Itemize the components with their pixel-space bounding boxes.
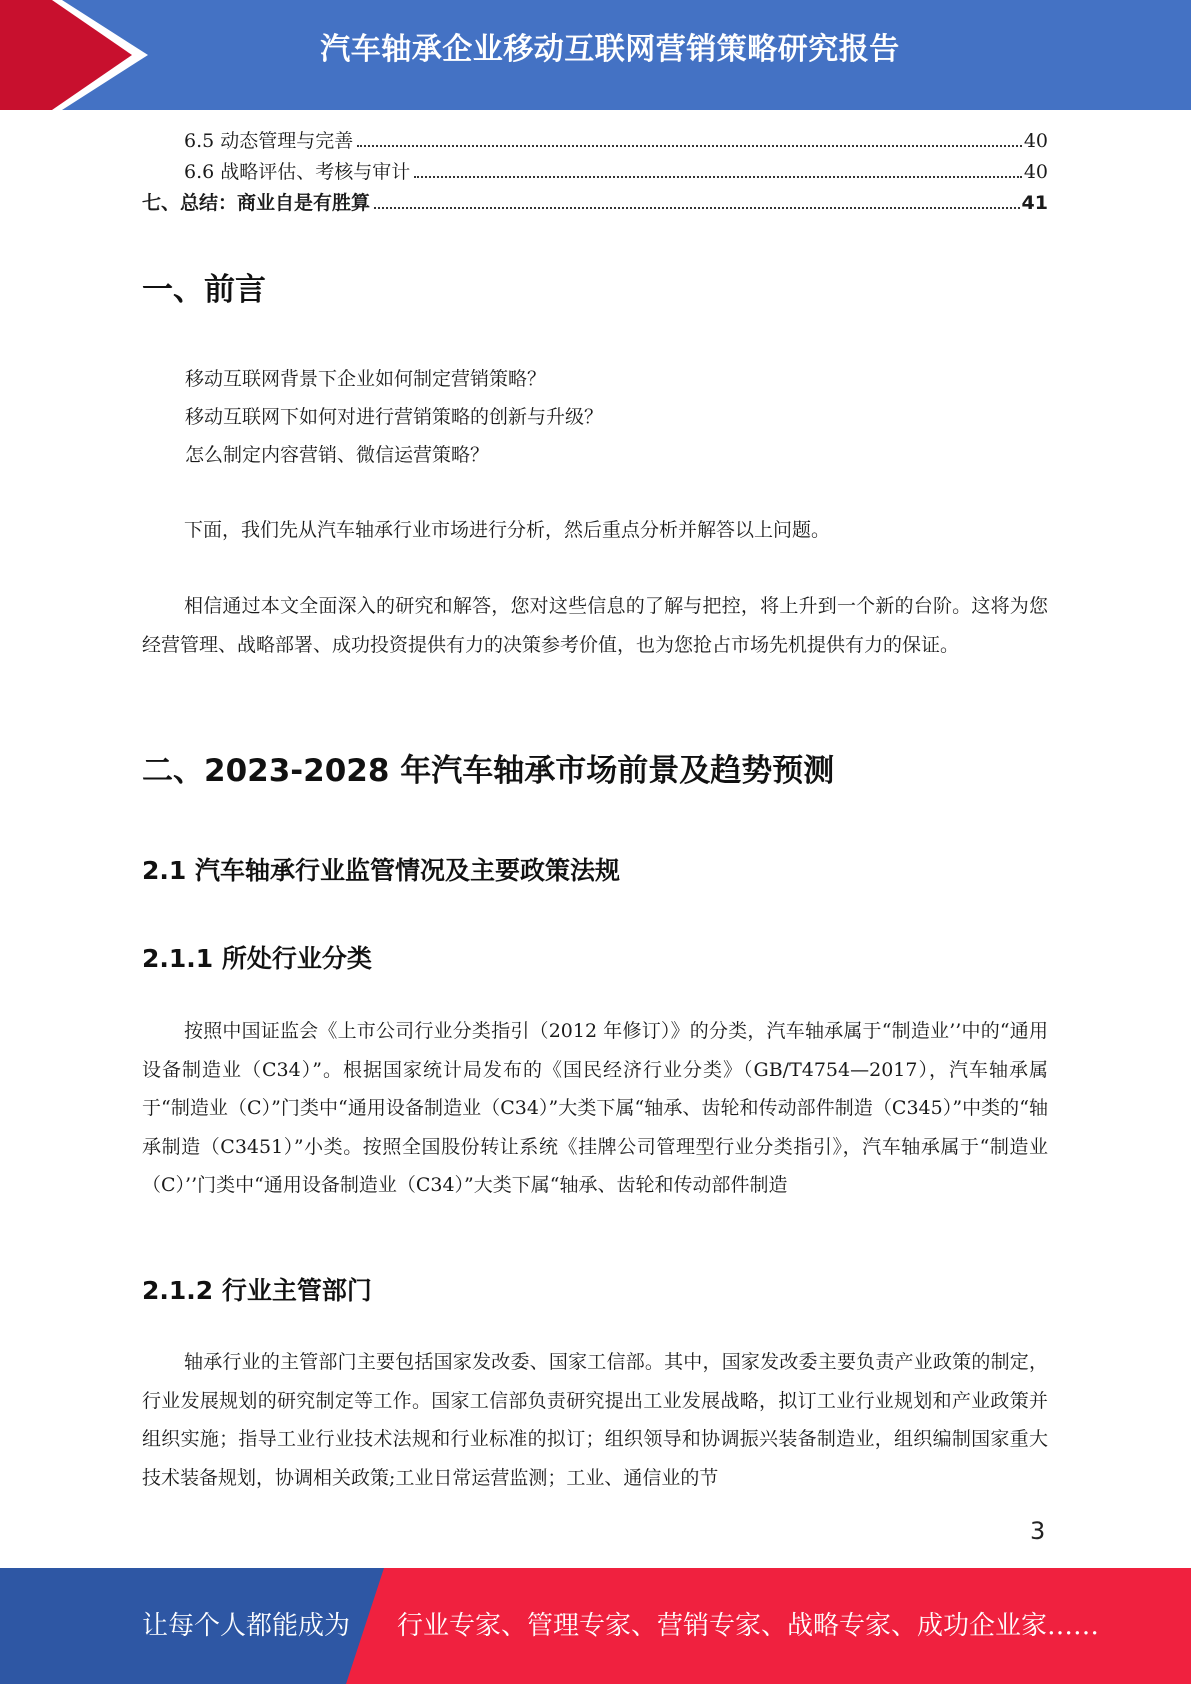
page-number: 3: [1030, 1517, 1046, 1545]
body-paragraph: 轴承行业的主管部门主要包括国家发改委、国家工信部。其中，国家发改委主要负责产业政策的制定，行业发展规划的研究制定等工作。国家工信部负责研究提出工业发展战略，拟订工业行业规划和产业政策并组织实施；指导工业行业技术法规和行业标准的拟订；组织领导和协调振兴装备制造业，组织编制国家重大技术装备规划，协调相关政策;工业日常运营监测；工业、通信业的节: [142, 1351, 1048, 1489]
question-item: 移动互联网背景下企业如何制定营销策略？: [185, 368, 547, 390]
question-item: 怎么制定内容营销、微信运营策略？: [185, 444, 490, 466]
toc-entry-page: 41: [1021, 192, 1048, 214]
preface-heading: 一、前言: [142, 272, 266, 308]
question-list: [185, 360, 1045, 474]
toc-entry-page: 40: [1023, 130, 1048, 152]
preface-paragraph: 相信通过本文全面深入的研究和解答，您对这些信息的了解与把控，将上升到一个新的台阶。这将为您经营管理、战略部署、成功投资提供有力的决策参考价值，也为您抢占市场先机提供有力的保证。: [142, 595, 1048, 656]
toc-entry[interactable]: [142, 126, 1048, 157]
subsection-heading: 2.1.2 行业主管部门: [142, 1276, 372, 1305]
toc-entry-page: 40: [1023, 161, 1048, 183]
chapter-heading: 二、2023-2028 年汽车轴承市场前景及趋势预测: [142, 753, 835, 789]
toc-entry-text: 6.5 动态管理与完善: [184, 130, 354, 152]
footer-slogan-left: 让每个人都能成为: [142, 1611, 351, 1641]
toc-entry[interactable]: [142, 188, 1048, 219]
header-chevron-icon: [0, 0, 150, 110]
toc-leader: [374, 207, 1020, 209]
header-band: [0, 0, 1191, 110]
toc-leader: [414, 176, 1022, 178]
report-title: 汽车轴承企业移动互联网营销策略研究报告: [320, 32, 900, 67]
question-item: 移动互联网下如何对进行营销策略的创新与升级？: [185, 406, 604, 428]
footer-slogan-right: 行业专家、管理专家、营销专家、战略专家、成功企业家……: [397, 1611, 1100, 1641]
toc: [142, 126, 1048, 219]
footer-band: [0, 1568, 1191, 1684]
section-heading: 2.1 汽车轴承行业监管情况及主要政策法规: [142, 856, 620, 885]
subsection-heading: 2.1.1 所处行业分类: [142, 944, 372, 973]
toc-entry-text: 七、总结：商业自是有胜算: [142, 192, 371, 214]
toc-entry[interactable]: [142, 157, 1048, 188]
body-paragraph: 按照中国证监会《上市公司行业分类指引（2012 年修订）》的分类，汽车轴承属于“制造业’’中的“通用设备制造业（C34）”。根据国家统计局发布的《国民经济行业分类》（GB/T4754—2017），汽车轴承属于“制造业（C）”门类中“通用设备制造业（C34）”大类下属“轴承、齿轮和传动部件制造（C345）”中类的“轴承制造（C3451）”小类。按照全国股份转让系统《挂牌公司管理型行业分类指引》，汽车轴承属于“制造业（C）’’门类中“通用设备制造业（C34）”大类下属“轴承、齿轮和传动部件制造: [142, 1020, 1048, 1196]
toc-leader: [357, 145, 1022, 147]
toc-entry-text: 6.6 战略评估、考核与审计: [184, 161, 411, 183]
preface-paragraph: 下面，我们先从汽车轴承行业市场进行分析，然后重点分析并解答以上问题。: [184, 519, 831, 541]
